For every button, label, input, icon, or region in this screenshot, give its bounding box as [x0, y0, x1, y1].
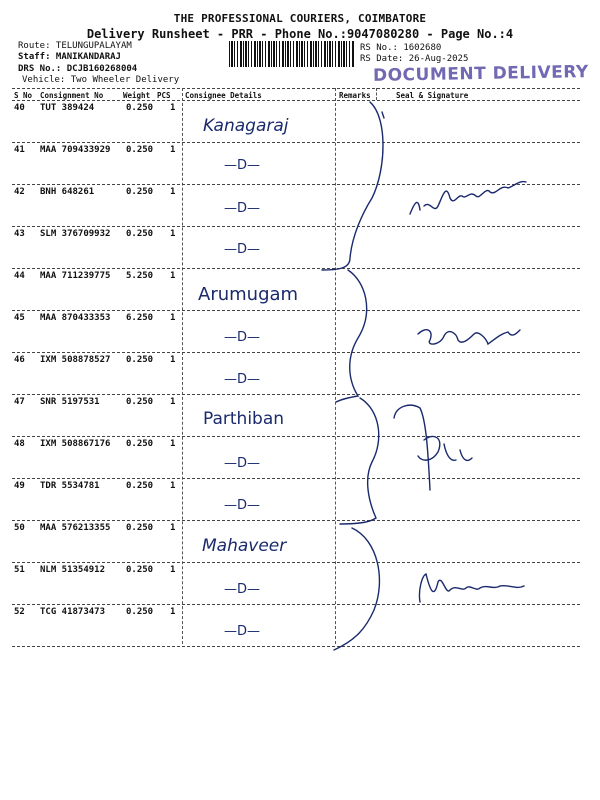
pcs-cell: 1: [170, 607, 176, 617]
sno-cell: 41: [14, 145, 25, 155]
pcs-cell: 1: [170, 187, 176, 197]
brace-group-1: [322, 102, 383, 270]
pcs-cell: 1: [170, 313, 176, 323]
col-weight: Weight: [123, 91, 151, 100]
col-pcs: PCS: [157, 91, 171, 100]
consignment-cell: TUT 389424: [40, 103, 95, 113]
route-label: Route: TELUNGUPALAYAM: [18, 41, 132, 51]
weight-cell: 0.250: [126, 355, 154, 365]
brace-group-4: [334, 528, 379, 650]
ditto-mark: —D—: [224, 498, 261, 513]
brace-group-3: [340, 398, 379, 524]
pcs-cell: 1: [170, 481, 176, 491]
consignment-cell: IXM 508878527: [40, 355, 111, 365]
sno-cell: 43: [14, 229, 25, 239]
pcs-cell: 1: [170, 439, 176, 449]
rs-number: RS No.: 1602680: [360, 43, 442, 53]
sno-cell: 46: [14, 355, 25, 365]
weight-cell: 0.250: [126, 607, 154, 617]
pcs-cell: 1: [170, 103, 176, 113]
ditto-mark: —D—: [224, 624, 261, 639]
col-consignment: Consignment No: [40, 91, 104, 100]
pcs-cell: 1: [170, 565, 176, 575]
ditto-mark: —D—: [224, 201, 261, 216]
col-sno: S No: [14, 91, 33, 100]
consignment-cell: MAA 870433353: [40, 313, 111, 323]
ditto-mark: —D—: [224, 158, 261, 173]
sno-cell: 45: [14, 313, 25, 323]
pcs-cell: 1: [170, 523, 176, 533]
ditto-mark: —D—: [224, 456, 261, 471]
weight-cell: 6.250: [126, 313, 154, 323]
weight-cell: 0.250: [126, 103, 154, 113]
handwritten-name: Mahaveer: [202, 536, 287, 556]
ditto-mark: —D—: [224, 330, 261, 345]
rs-date: RS Date: 26-Aug-2025: [360, 54, 469, 64]
weight-cell: 0.250: [126, 481, 154, 491]
signature-2: [418, 330, 520, 344]
signature-3: [394, 405, 472, 490]
consignment-cell: BNH 648261: [40, 187, 95, 197]
handwritten-name: Arumugam: [198, 284, 299, 305]
sno-cell: 42: [14, 187, 25, 197]
sno-cell: 44: [14, 271, 25, 281]
consignment-cell: TCG 41873473: [40, 607, 106, 617]
vehicle-label: Vehicle: Two Wheeler Delivery: [22, 75, 180, 85]
pcs-cell: 1: [170, 355, 176, 365]
handwritten-name: Parthiban: [203, 409, 285, 429]
ditto-mark: —D—: [224, 242, 261, 257]
consignment-cell: SNR 5197531: [40, 397, 100, 407]
sno-cell: 50: [14, 523, 25, 533]
weight-cell: 0.250: [126, 145, 154, 155]
consignment-cell: MAA 576213355: [40, 523, 111, 533]
sno-cell: 47: [14, 397, 25, 407]
ditto-mark: —D—: [224, 372, 261, 387]
pcs-cell: 1: [170, 271, 176, 281]
runsheet-subtitle: Delivery Runsheet - PRR - Phone No.:9047080280 - Page No.:4: [86, 27, 514, 41]
tick-mark: [382, 112, 384, 118]
pcs-cell: 1: [170, 229, 176, 239]
consignment-cell: IXM 508867176: [40, 439, 111, 449]
weight-cell: 0.250: [126, 523, 154, 533]
col-consignee: Consignee Details: [185, 91, 262, 100]
consignment-cell: MAA 709433929: [40, 145, 111, 155]
consignment-cell: SLM 376709932: [40, 229, 111, 239]
weight-cell: 0.250: [126, 187, 154, 197]
brace-group-2: [336, 270, 367, 402]
signature-4: [419, 574, 524, 602]
sno-cell: 52: [14, 607, 25, 617]
company-title: THE PROFESSIONAL COURIERS, COIMBATORE: [173, 12, 427, 25]
document-delivery-stamp: DOCUMENT DELIVERY: [372, 62, 589, 86]
sno-cell: 48: [14, 439, 25, 449]
sno-cell: 40: [14, 103, 25, 113]
col-remarks: Remarks: [339, 91, 371, 100]
weight-cell: 0.250: [126, 439, 154, 449]
consignment-cell: MAA 711239775: [40, 271, 111, 281]
consignment-cell: TDR 5534781: [40, 481, 100, 491]
staff-label: Staff: MANIKANDARAJ: [18, 52, 121, 62]
col-signature: Seal & Signature: [396, 91, 469, 100]
sno-cell: 51: [14, 565, 25, 575]
ditto-mark: —D—: [224, 582, 261, 597]
consignment-cell: NLM 51354912: [40, 565, 106, 575]
weight-cell: 0.250: [126, 397, 154, 407]
weight-cell: 0.250: [126, 565, 154, 575]
drs-label: DRS No.: DCJB160268004: [18, 64, 138, 74]
pcs-cell: 1: [170, 397, 176, 407]
sno-cell: 49: [14, 481, 25, 491]
handwritten-name: Kanagaraj: [203, 116, 289, 136]
pcs-cell: 1: [170, 145, 176, 155]
weight-cell: 5.250: [126, 271, 154, 281]
signature-1: [410, 182, 526, 214]
weight-cell: 0.250: [126, 229, 154, 239]
